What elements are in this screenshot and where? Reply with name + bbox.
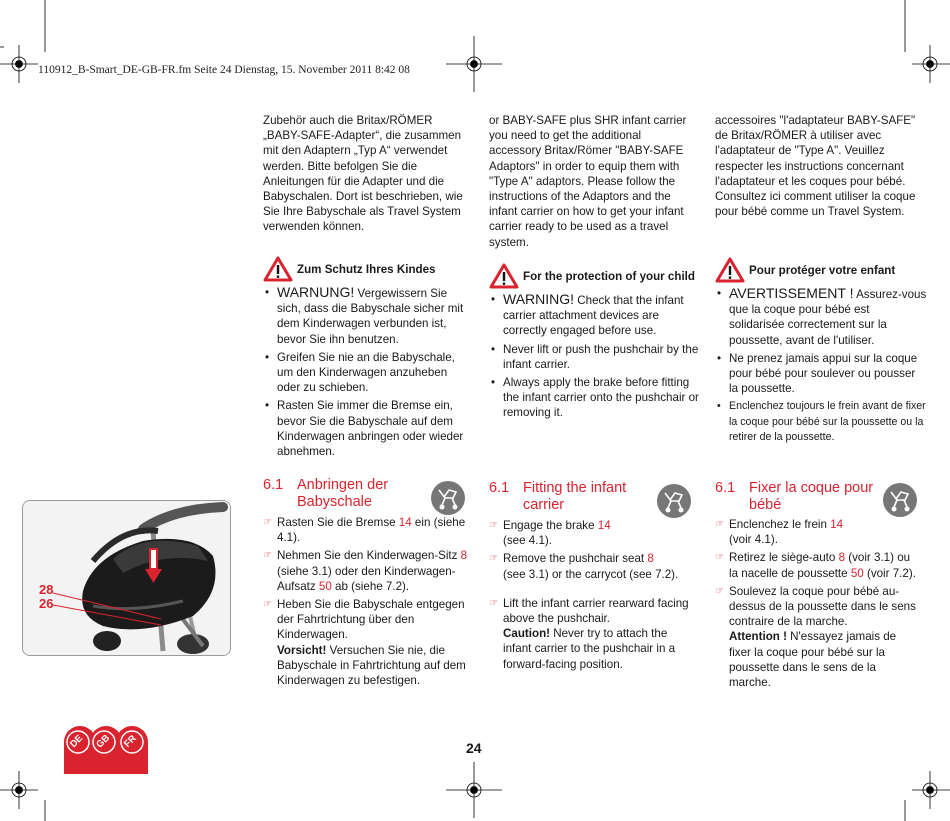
de-warning-header bbox=[263, 256, 436, 282]
pointing-hand-icon: ☞ bbox=[715, 519, 724, 530]
step-item: ☞ Engage the brake 14 (see 4.1). bbox=[489, 519, 611, 548]
step-item: ☞ Nehmen Sie den Kinderwagen-Sitz 8 (siehe 3.1) oder den Kinderwagen-Aufsatz 50 ab (siehe 7.2). bbox=[263, 549, 468, 593]
list-item: • WARNING! Check that the infant carrier attachment devices are correctly engaged before use. bbox=[489, 292, 699, 339]
callout-28: 28 bbox=[39, 582, 54, 597]
tab-fr: FR bbox=[121, 733, 139, 750]
stroller-icon bbox=[656, 483, 692, 519]
de-intro: Zubehör auch die Britax/RÖMER „BABY-SAFE-Adapter“, die zusammen mit den Adaptern „Typ A“ verwendet werden. Bitte befolgen Sie die Anleitungen für die Adapter und die Babyschalen. Dort ist beschrieben, wie Sie Ihre Babyschale als Travel System verwenden können. bbox=[263, 114, 463, 234]
stroller-icon bbox=[882, 482, 918, 518]
stroller-icon bbox=[430, 480, 466, 516]
tab-gb: GB bbox=[94, 732, 113, 751]
page-number: 24 bbox=[466, 740, 482, 756]
gb-steps bbox=[489, 518, 694, 675]
list-item: • Rasten Sie immer die Bremse ein, bevor Sie die Babyschale auf dem Kinderwagen anbringen oder wieder abnehmen. bbox=[263, 398, 473, 459]
print-header: 110912_B-Smart_DE-GB-FR.fm Seite 24 Dienstag, 15. November 2011 8:42 08 bbox=[38, 64, 410, 76]
pointing-hand-icon: ☞ bbox=[489, 553, 498, 565]
pointing-hand-icon: ☞ bbox=[263, 599, 272, 611]
gb-warning-title: For the protection of your child bbox=[523, 269, 695, 283]
warning-triangle-icon bbox=[489, 263, 519, 289]
de-steps bbox=[263, 515, 468, 691]
fr-warning-list bbox=[715, 286, 927, 448]
fr-section-heading: 6.1 Fixer la coque pour bébé bbox=[715, 480, 874, 513]
fr-warning-header bbox=[715, 257, 895, 283]
de-warning-list bbox=[263, 285, 473, 462]
step-item: ☞ Enclenchez le frein 14 (voir 4.1). bbox=[715, 518, 844, 547]
list-item: • Always apply the brake before fitting the infant carrier onto the pushchair or removing it. bbox=[489, 375, 699, 421]
list-item: • AVERTISSEMENT ! Assurez-vous que la coque pour bébé est solidarisée correctement sur la poussette, avant de l'utiliser. bbox=[715, 286, 927, 348]
list-item: • Never lift or push the pushchair by the infant carrier. bbox=[489, 342, 699, 372]
step-item: ☞ Soulevez la coque pour bébé au-dessus de la poussette dans le sens contraire de la marche. Attention ! N'essayez jamais de fixer la coque pour bébé sur la poussette dans le sens de la marche. bbox=[715, 584, 916, 690]
de-warning-title: Zum Schutz Ihres Kindes bbox=[297, 262, 436, 276]
pointing-hand-icon: ☞ bbox=[263, 550, 272, 562]
step-item: ☞ Heben Sie die Babyschale entgegen der Fahrtrichtung über den Kinderwagen. Vorsicht! Versuchen Sie nie, die Babyschale in Fahrtrichtung auf dem Kinderwagen zu befestigen. bbox=[263, 598, 466, 688]
list-item: • Enclenchez toujours le frein avant de fixer la coque pour bébé sur la poussette ou la retirer de la poussette. bbox=[715, 399, 927, 445]
step-item: ☞ Rasten Sie die Bremse 14 ein (siehe 4.1). bbox=[263, 516, 466, 545]
gb-section-heading: 6.1 Fitting the infant carrier bbox=[489, 480, 627, 513]
stroller-illustration bbox=[23, 501, 230, 655]
list-item: • Ne prenez jamais appui sur la coque pour bébé pour soulever ou pousser la poussette. bbox=[715, 351, 927, 397]
tab-de: DE bbox=[68, 732, 86, 751]
step-item: ☞ Remove the pushchair seat 8 (see 3.1) or the carrycot (see 7.2). bbox=[489, 552, 679, 581]
gb-warning-header bbox=[489, 263, 695, 289]
fr-warning-title: Pour protéger votre enfant bbox=[749, 263, 896, 277]
pointing-hand-icon: ☞ bbox=[715, 552, 724, 564]
pointing-hand-icon: ☞ bbox=[715, 585, 724, 597]
warning-triangle-icon bbox=[263, 256, 293, 282]
pointing-hand-icon: ☞ bbox=[489, 597, 498, 609]
gb-intro: or BABY-SAFE plus SHR infant carrier you need to get the additional accessory Britax/Römer "BABY-SAFE Adaptors" in order to equip them with "Type A" adaptors. Please follow the instructions of the Adaptors and the infant carrier on how to get your infant carrier ready to be used as a travel system. bbox=[489, 114, 687, 249]
list-item: • Greifen Sie nie an die Babyschale, um den Kinderwagen anzuheben oder zu schieben. bbox=[263, 350, 473, 396]
warning-triangle-icon bbox=[715, 257, 745, 283]
pointing-hand-icon: ☞ bbox=[263, 517, 272, 528]
gb-warning-list bbox=[489, 292, 699, 424]
pointing-hand-icon: ☞ bbox=[489, 520, 498, 531]
step-item: ☞ Retirez le siège-auto 8 (voir 3.1) ou la nacelle de poussette 50 (voir 7.2). bbox=[715, 551, 916, 580]
list-item: • WARNUNG! Vergewissern Sie sich, dass die Babyschale sicher mit dem Kinderwagen verbunden ist, bevor Sie ihn benutzen. bbox=[263, 285, 473, 347]
fr-steps bbox=[715, 517, 920, 693]
de-section-heading: 6.1 Anbringen der Babyschale bbox=[263, 477, 389, 510]
fr-intro: accessoires "l'adaptateur BABY-SAFE" de Britax/RÖMER à utiliser avec l'adaptateur de "Type A". Veuillez respecter les instructions concernant l'adaptateur et les coques pour bébé. Consultez ici comment utiliser la coque pour bébé comme un Travel System. bbox=[715, 114, 916, 219]
callout-26: 26 bbox=[39, 596, 54, 611]
step-item: ☞ Lift the infant carrier rearward facing above the pushchair. Caution! Never try to attach the infant carrier to the pushchair in a forward-facing position. bbox=[489, 596, 689, 671]
product-photo bbox=[22, 500, 231, 656]
